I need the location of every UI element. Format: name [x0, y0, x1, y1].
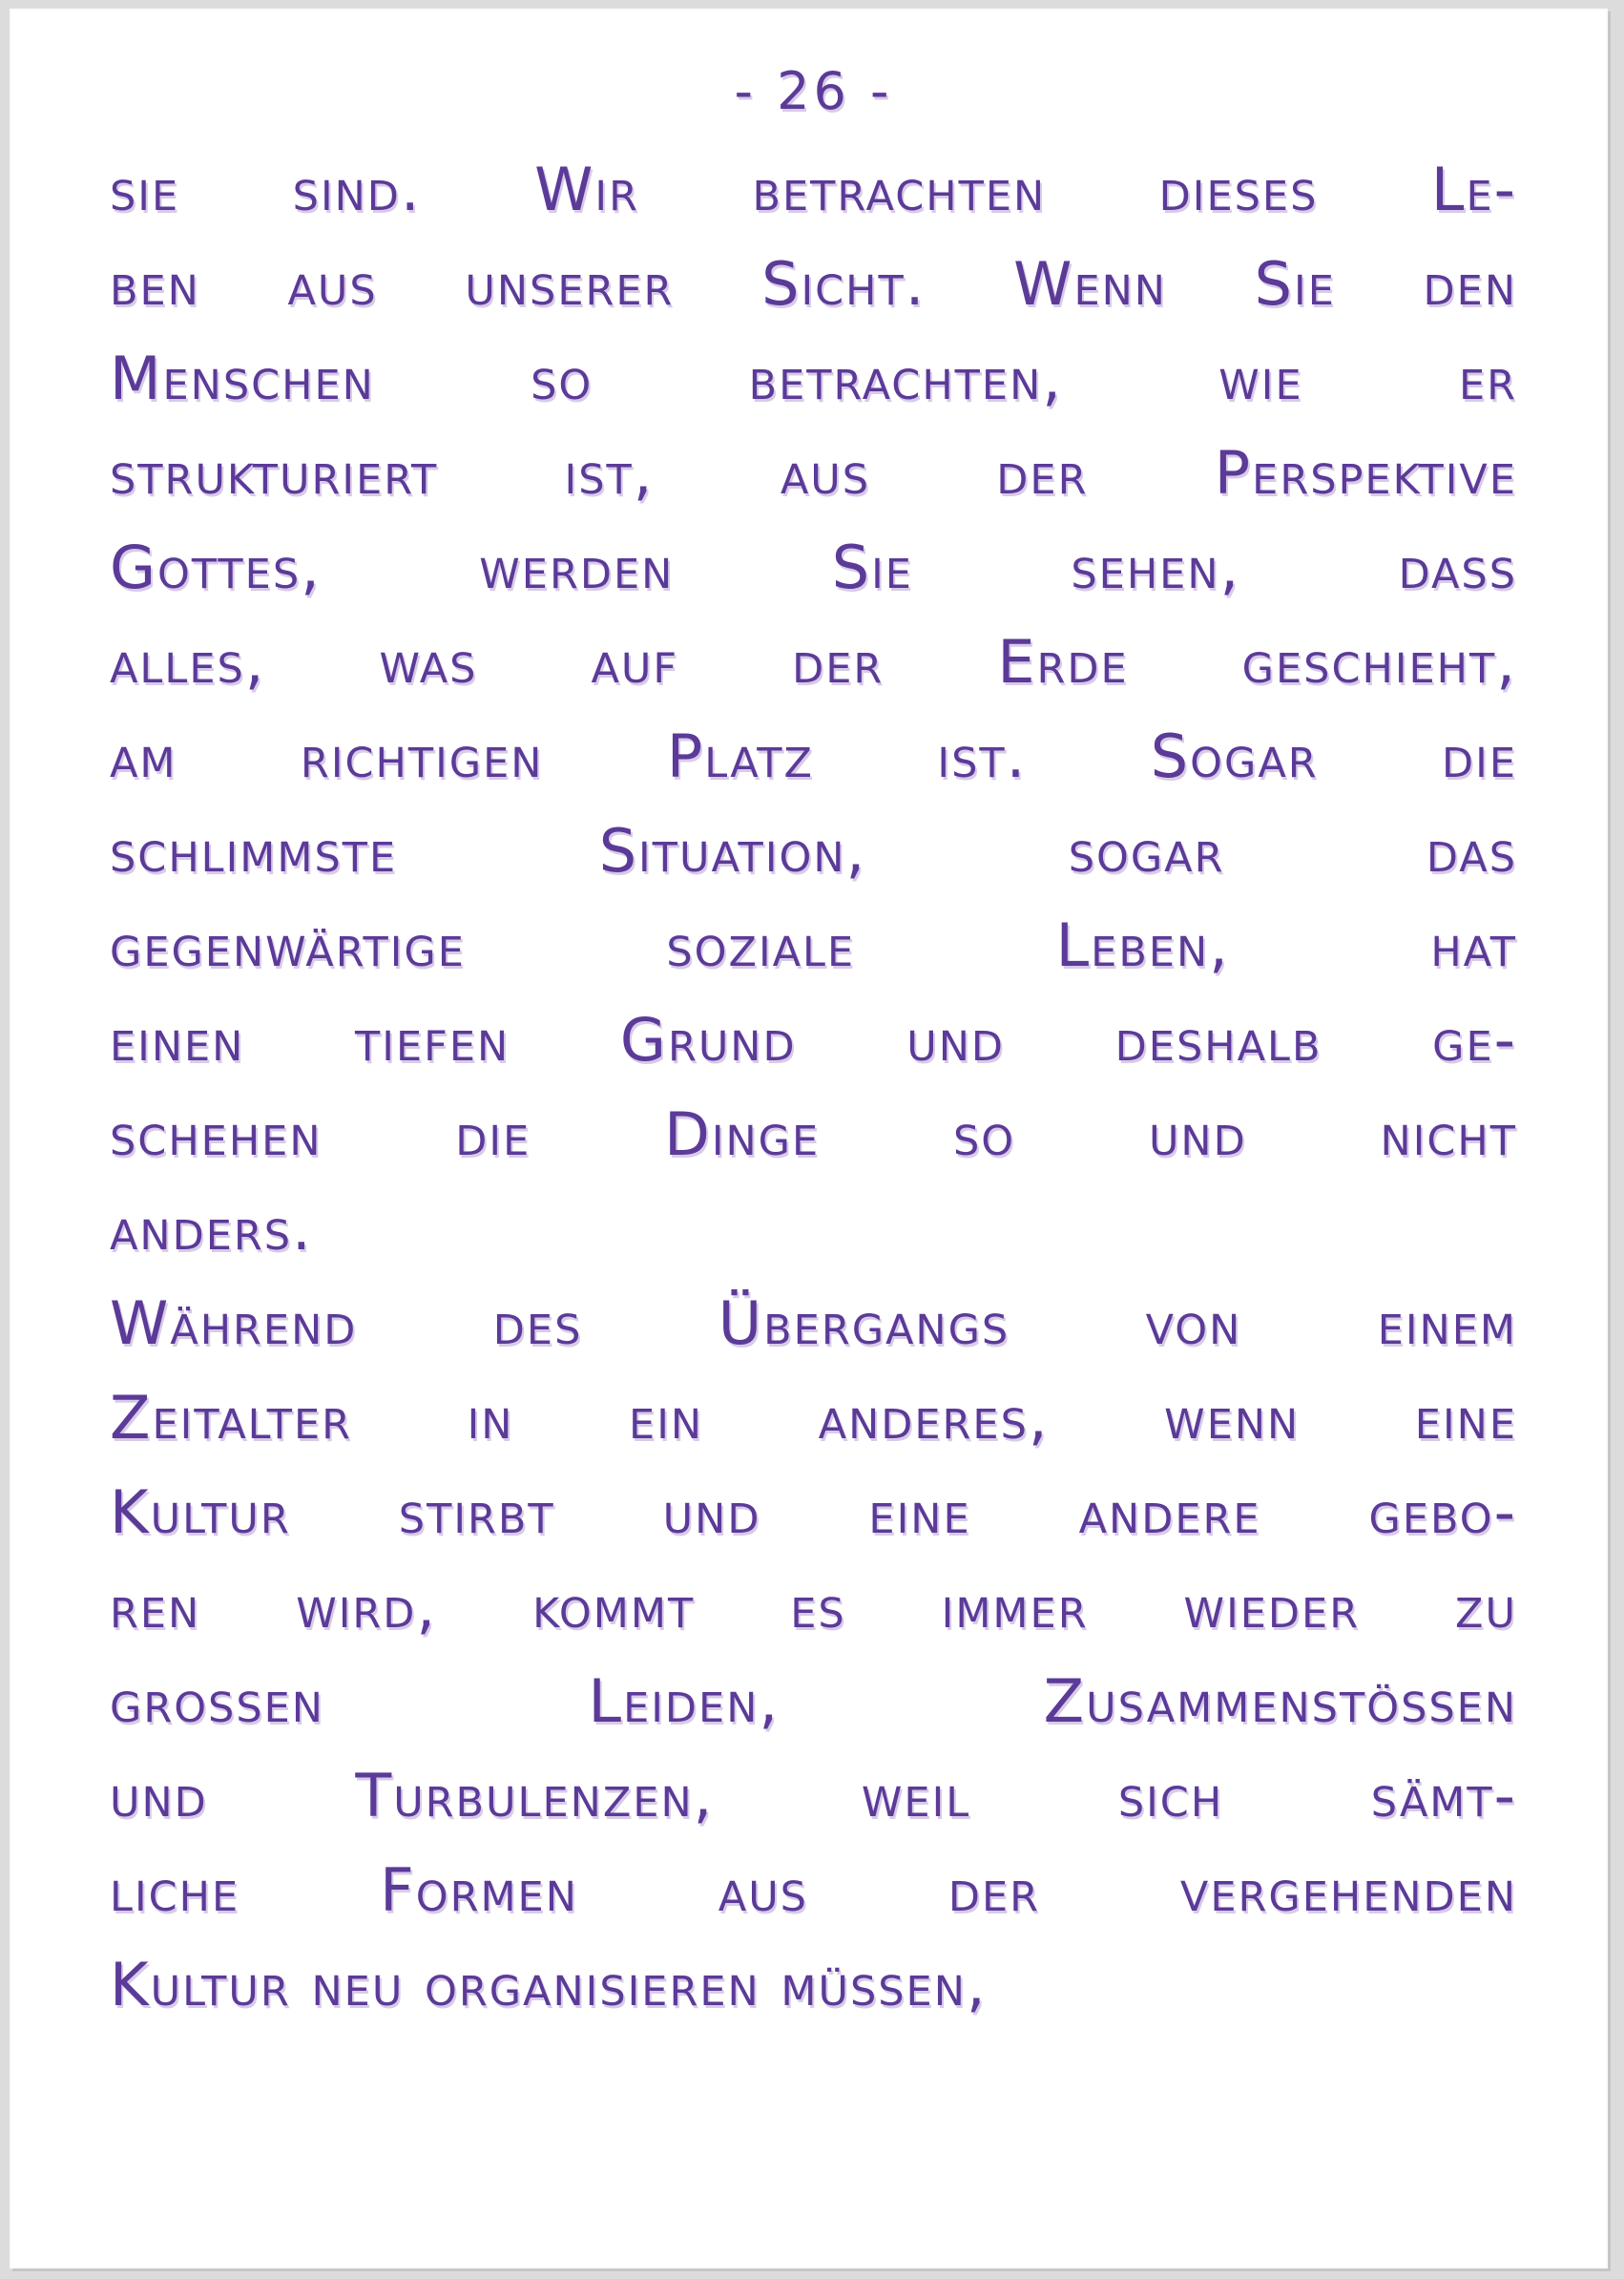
text-line: anders. — [110, 1194, 313, 1264]
text-line: liche Formen aus der vergehenden — [110, 1855, 1517, 1925]
page-text — [10, 9, 1608, 2032]
body-text — [110, 142, 1517, 2032]
paragraph-2 — [110, 1276, 1517, 2032]
text-line: Menschen so betrachten, wie er — [110, 344, 1517, 413]
text-line: strukturiert ist, aus der Perspektive — [110, 438, 1517, 508]
text-line: grossen Leiden, Zusammenstössen — [110, 1666, 1517, 1736]
text-line: schehen die Dinge so und nicht — [110, 1099, 1517, 1169]
text-line: Kultur stirbt und eine andere gebo- — [110, 1477, 1517, 1547]
paragraph-1 — [110, 142, 1517, 1276]
text-line: und Turbulenzen, weil sich sämt- — [110, 1761, 1517, 1830]
text-line: ren wird, kommt es immer wieder zu — [110, 1572, 1517, 1641]
text-line: gegenwärtige soziale Leben, hat — [110, 910, 1517, 980]
text-line: einen tiefen Grund und deshalb ge- — [110, 1005, 1517, 1075]
text-line: Zeitalter in ein anderes, wenn eine — [110, 1383, 1517, 1453]
text-line: alles, was auf der Erde geschieht, — [110, 627, 1517, 697]
text-line: ben aus unserer Sicht. Wenn Sie den — [110, 249, 1517, 319]
text-line: schlimmste Situation, sogar das — [110, 816, 1517, 886]
text-line: Während des Übergangs von einem — [110, 1288, 1517, 1358]
page-number: - 26 - — [734, 61, 893, 121]
text-line: am richtigen Platz ist. Sogar die — [110, 721, 1517, 791]
text-line: Gottes, werden Sie sehen, dass — [110, 533, 1517, 602]
text-line: Kultur neu organisieren müssen, — [110, 1950, 988, 2019]
text-line: sie sind. Wir betrachten dieses Le- — [110, 155, 1517, 224]
book-page — [10, 9, 1608, 2269]
